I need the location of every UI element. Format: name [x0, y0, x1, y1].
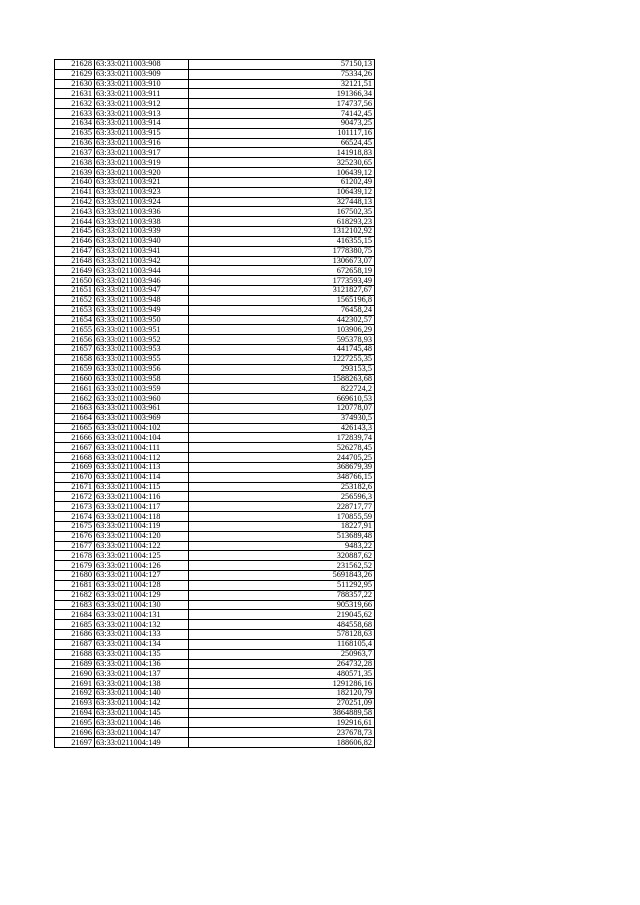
- cadastral-number-cell: 63:33:0211003:920: [95, 168, 189, 178]
- cadastral-number-cell: 63:33:0211004:130: [95, 600, 189, 610]
- value-cell: 170855,59: [189, 512, 375, 522]
- value-cell: 57150,13: [189, 60, 375, 70]
- table-row: [55, 403, 375, 413]
- cadastral-number-cell: 63:33:0211004:117: [95, 502, 189, 512]
- row-number-cell: 21687: [55, 639, 95, 649]
- cadastral-number-cell: 63:33:0211004:136: [95, 659, 189, 669]
- cadastral-number-cell: 63:33:0211004:133: [95, 630, 189, 640]
- value-cell: 293153,5: [189, 364, 375, 374]
- cadastral-number-cell: 63:33:0211004:147: [95, 728, 189, 738]
- table-row: [55, 462, 375, 472]
- value-cell: 822724,2: [189, 384, 375, 394]
- row-number-cell: 21675: [55, 521, 95, 531]
- value-cell: 526278,45: [189, 443, 375, 453]
- table-row: [55, 521, 375, 531]
- table-row: [55, 571, 375, 581]
- cadastral-number-cell: 63:33:0211003:911: [95, 89, 189, 99]
- row-number-cell: 21630: [55, 79, 95, 89]
- cadastral-number-cell: 63:33:0211003:958: [95, 374, 189, 384]
- table-row: [55, 138, 375, 148]
- cadastral-number-cell: 63:33:0211004:116: [95, 492, 189, 502]
- row-number-cell: 21692: [55, 689, 95, 699]
- table-row: [55, 689, 375, 699]
- cadastral-number-cell: 63:33:0211003:912: [95, 99, 189, 109]
- cadastral-number-cell: 63:33:0211004:131: [95, 610, 189, 620]
- value-cell: 32121,51: [189, 79, 375, 89]
- value-cell: 618293,23: [189, 217, 375, 227]
- row-number-cell: 21670: [55, 472, 95, 482]
- table-row: [55, 512, 375, 522]
- table-row: [55, 325, 375, 335]
- cadastral-number-cell: 63:33:0211004:114: [95, 472, 189, 482]
- value-cell: 174737,56: [189, 99, 375, 109]
- row-number-cell: 21673: [55, 502, 95, 512]
- row-number-cell: 21695: [55, 718, 95, 728]
- table-row: [55, 580, 375, 590]
- cadastral-number-cell: 63:33:0211003:939: [95, 227, 189, 237]
- table-row: [55, 187, 375, 197]
- value-cell: 191366,34: [189, 89, 375, 99]
- table-row: [55, 79, 375, 89]
- row-number-cell: 21678: [55, 551, 95, 561]
- table-row: [55, 128, 375, 138]
- value-cell: 250963,7: [189, 649, 375, 659]
- row-number-cell: 21693: [55, 698, 95, 708]
- row-number-cell: 21658: [55, 354, 95, 364]
- table-row: [55, 630, 375, 640]
- row-number-cell: 21647: [55, 246, 95, 256]
- row-number-cell: 21691: [55, 679, 95, 689]
- row-number-cell: 21667: [55, 443, 95, 453]
- value-cell: 368679,39: [189, 462, 375, 472]
- cadastral-number-cell: 63:33:0211003:950: [95, 315, 189, 325]
- table-row: [55, 236, 375, 246]
- table-row: [55, 472, 375, 482]
- table-row: [55, 207, 375, 217]
- row-number-cell: 21654: [55, 315, 95, 325]
- value-cell: 61202,49: [189, 177, 375, 187]
- row-number-cell: 21672: [55, 492, 95, 502]
- row-number-cell: 21651: [55, 286, 95, 296]
- cadastral-number-cell: 63:33:0211003:953: [95, 345, 189, 355]
- value-cell: 511292,95: [189, 580, 375, 590]
- table-row: [55, 443, 375, 453]
- value-cell: 1778380,75: [189, 246, 375, 256]
- table-row: [55, 649, 375, 659]
- cadastral-number-cell: 63:33:0211004:115: [95, 482, 189, 492]
- value-cell: 788357,22: [189, 590, 375, 600]
- cadastral-number-cell: 63:33:0211003:951: [95, 325, 189, 335]
- value-cell: 231562,52: [189, 561, 375, 571]
- table-row: [55, 148, 375, 158]
- cadastral-number-cell: 63:33:0211003:940: [95, 236, 189, 246]
- value-cell: 3864889,58: [189, 708, 375, 718]
- table-row: [55, 335, 375, 345]
- value-cell: 905319,66: [189, 600, 375, 610]
- value-cell: 1227255,35: [189, 354, 375, 364]
- table-row: [55, 109, 375, 119]
- row-number-cell: 21637: [55, 148, 95, 158]
- table-row: [55, 384, 375, 394]
- cadastral-number-cell: 63:33:0211003:913: [95, 109, 189, 119]
- row-number-cell: 21669: [55, 462, 95, 472]
- row-number-cell: 21676: [55, 531, 95, 541]
- value-cell: 1306673,07: [189, 256, 375, 266]
- row-number-cell: 21653: [55, 305, 95, 315]
- cadastral-number-cell: 63:33:0211004:122: [95, 541, 189, 551]
- cadastral-number-cell: 63:33:0211004:113: [95, 462, 189, 472]
- cadastral-number-cell: 63:33:0211004:145: [95, 708, 189, 718]
- value-cell: 480571,35: [189, 669, 375, 679]
- table-row: [55, 295, 375, 305]
- cadastral-number-cell: 63:33:0211003:916: [95, 138, 189, 148]
- cadastral-number-cell: 63:33:0211003:942: [95, 256, 189, 266]
- row-number-cell: 21650: [55, 276, 95, 286]
- value-cell: 416355,15: [189, 236, 375, 246]
- value-cell: 374930,5: [189, 413, 375, 423]
- row-number-cell: 21664: [55, 413, 95, 423]
- value-cell: 595378,93: [189, 335, 375, 345]
- cadastral-value-table: [54, 59, 375, 748]
- cadastral-number-cell: 63:33:0211004:137: [95, 669, 189, 679]
- cadastral-number-cell: 63:33:0211003:956: [95, 364, 189, 374]
- table-row: [55, 345, 375, 355]
- row-number-cell: 21659: [55, 364, 95, 374]
- cadastral-number-cell: 63:33:0211003:959: [95, 384, 189, 394]
- value-cell: 1168105,4: [189, 639, 375, 649]
- row-number-cell: 21686: [55, 630, 95, 640]
- row-number-cell: 21684: [55, 610, 95, 620]
- row-number-cell: 21657: [55, 345, 95, 355]
- value-cell: 426143,3: [189, 423, 375, 433]
- row-number-cell: 21649: [55, 266, 95, 276]
- cadastral-number-cell: 63:33:0211003:908: [95, 60, 189, 70]
- table-row: [55, 708, 375, 718]
- value-cell: 228717,77: [189, 502, 375, 512]
- table-row: [55, 99, 375, 109]
- cadastral-number-cell: 63:33:0211003:936: [95, 207, 189, 217]
- table-row: [55, 551, 375, 561]
- value-cell: 1588263,68: [189, 374, 375, 384]
- cadastral-number-cell: 63:33:0211004:134: [95, 639, 189, 649]
- table-row: [55, 531, 375, 541]
- value-cell: 106439,12: [189, 187, 375, 197]
- cadastral-number-cell: 63:33:0211004:118: [95, 512, 189, 522]
- table-row: [55, 620, 375, 630]
- table-row: [55, 492, 375, 502]
- value-cell: 74142,45: [189, 109, 375, 119]
- row-number-cell: 21640: [55, 177, 95, 187]
- value-cell: 484558,68: [189, 620, 375, 630]
- row-number-cell: 21679: [55, 561, 95, 571]
- row-number-cell: 21634: [55, 118, 95, 128]
- row-number-cell: 21652: [55, 295, 95, 305]
- table-row: [55, 168, 375, 178]
- row-number-cell: 21641: [55, 187, 95, 197]
- cadastral-number-cell: 63:33:0211003:910: [95, 79, 189, 89]
- row-number-cell: 21668: [55, 453, 95, 463]
- table-row: [55, 738, 375, 748]
- value-cell: 18227,91: [189, 521, 375, 531]
- value-cell: 167502,35: [189, 207, 375, 217]
- value-cell: 327448,13: [189, 197, 375, 207]
- value-cell: 1773593,49: [189, 276, 375, 286]
- cadastral-number-cell: 63:33:0211004:112: [95, 453, 189, 463]
- table-row: [55, 728, 375, 738]
- cadastral-number-cell: 63:33:0211004:127: [95, 571, 189, 581]
- cadastral-number-cell: 63:33:0211003:960: [95, 394, 189, 404]
- table-row: [55, 482, 375, 492]
- value-cell: 1312102,92: [189, 227, 375, 237]
- value-cell: 219045,62: [189, 610, 375, 620]
- cadastral-number-cell: 63:33:0211004:129: [95, 590, 189, 600]
- value-cell: 578128,63: [189, 630, 375, 640]
- value-cell: 442302,57: [189, 315, 375, 325]
- table-row: [55, 698, 375, 708]
- cadastral-number-cell: 63:33:0211004:125: [95, 551, 189, 561]
- row-number-cell: 21642: [55, 197, 95, 207]
- cadastral-number-cell: 63:33:0211003:909: [95, 69, 189, 79]
- cadastral-number-cell: 63:33:0211004:135: [95, 649, 189, 659]
- value-cell: 75334,26: [189, 69, 375, 79]
- value-cell: 188606,82: [189, 738, 375, 748]
- row-number-cell: 21638: [55, 158, 95, 168]
- row-number-cell: 21674: [55, 512, 95, 522]
- cadastral-number-cell: 63:33:0211004:119: [95, 521, 189, 531]
- cadastral-number-cell: 63:33:0211004:104: [95, 433, 189, 443]
- row-number-cell: 21689: [55, 659, 95, 669]
- value-cell: 669610,53: [189, 394, 375, 404]
- cadastral-number-cell: 63:33:0211003:914: [95, 118, 189, 128]
- table-row: [55, 60, 375, 70]
- value-cell: 320887,62: [189, 551, 375, 561]
- row-number-cell: 21632: [55, 99, 95, 109]
- table-row: [55, 561, 375, 571]
- cadastral-number-cell: 63:33:0211003:946: [95, 276, 189, 286]
- value-cell: 66524,45: [189, 138, 375, 148]
- table-row: [55, 354, 375, 364]
- row-number-cell: 21661: [55, 384, 95, 394]
- value-cell: 90473,25: [189, 118, 375, 128]
- value-cell: 172839,74: [189, 433, 375, 443]
- value-cell: 120778,07: [189, 403, 375, 413]
- value-cell: 237678,73: [189, 728, 375, 738]
- row-number-cell: 21655: [55, 325, 95, 335]
- value-cell: 3121827,67: [189, 286, 375, 296]
- row-number-cell: 21663: [55, 403, 95, 413]
- value-cell: 103906,29: [189, 325, 375, 335]
- table-row: [55, 286, 375, 296]
- row-number-cell: 21628: [55, 60, 95, 70]
- value-cell: 253182,6: [189, 482, 375, 492]
- row-number-cell: 21635: [55, 128, 95, 138]
- value-cell: 76458,24: [189, 305, 375, 315]
- value-cell: 264732,28: [189, 659, 375, 669]
- row-number-cell: 21694: [55, 708, 95, 718]
- cadastral-number-cell: 63:33:0211004:132: [95, 620, 189, 630]
- cadastral-number-cell: 63:33:0211004:149: [95, 738, 189, 748]
- table-row: [55, 197, 375, 207]
- table-row: [55, 413, 375, 423]
- row-number-cell: 21681: [55, 580, 95, 590]
- value-cell: 1565196,8: [189, 295, 375, 305]
- row-number-cell: 21685: [55, 620, 95, 630]
- value-cell: 513689,48: [189, 531, 375, 541]
- cadastral-number-cell: 63:33:0211004:102: [95, 423, 189, 433]
- table-row: [55, 364, 375, 374]
- table-row: [55, 423, 375, 433]
- cadastral-number-cell: 63:33:0211004:138: [95, 679, 189, 689]
- value-cell: 192916,61: [189, 718, 375, 728]
- cadastral-number-cell: 63:33:0211004:140: [95, 689, 189, 699]
- row-number-cell: 21646: [55, 236, 95, 246]
- cadastral-number-cell: 63:33:0211004:120: [95, 531, 189, 541]
- value-cell: 325230,65: [189, 158, 375, 168]
- table-row: [55, 433, 375, 443]
- row-number-cell: 21690: [55, 669, 95, 679]
- table-body: [55, 60, 375, 748]
- row-number-cell: 21644: [55, 217, 95, 227]
- table-row: [55, 266, 375, 276]
- cadastral-number-cell: 63:33:0211004:128: [95, 580, 189, 590]
- table-row: [55, 315, 375, 325]
- table-row: [55, 158, 375, 168]
- row-number-cell: 21633: [55, 109, 95, 119]
- cadastral-number-cell: 63:33:0211003:947: [95, 286, 189, 296]
- row-number-cell: 21666: [55, 433, 95, 443]
- table-row: [55, 639, 375, 649]
- cadastral-number-cell: 63:33:0211003:948: [95, 295, 189, 305]
- row-number-cell: 21648: [55, 256, 95, 266]
- row-number-cell: 21662: [55, 394, 95, 404]
- cadastral-number-cell: 63:33:0211003:919: [95, 158, 189, 168]
- value-cell: 5691843,26: [189, 571, 375, 581]
- table-row: [55, 659, 375, 669]
- row-number-cell: 21660: [55, 374, 95, 384]
- cadastral-number-cell: 63:33:0211003:952: [95, 335, 189, 345]
- value-cell: 9483,22: [189, 541, 375, 551]
- value-cell: 256596,3: [189, 492, 375, 502]
- cadastral-number-cell: 63:33:0211003:924: [95, 197, 189, 207]
- value-cell: 182120,79: [189, 689, 375, 699]
- table-row: [55, 305, 375, 315]
- cadastral-number-cell: 63:33:0211003:941: [95, 246, 189, 256]
- value-cell: 244705,25: [189, 453, 375, 463]
- table-row: [55, 374, 375, 384]
- cadastral-number-cell: 63:33:0211004:126: [95, 561, 189, 571]
- cadastral-number-cell: 63:33:0211003:969: [95, 413, 189, 423]
- row-number-cell: 21665: [55, 423, 95, 433]
- row-number-cell: 21636: [55, 138, 95, 148]
- value-cell: 441745,48: [189, 345, 375, 355]
- table-row: [55, 227, 375, 237]
- row-number-cell: 21645: [55, 227, 95, 237]
- row-number-cell: 21688: [55, 649, 95, 659]
- table-row: [55, 502, 375, 512]
- table-row: [55, 256, 375, 266]
- value-cell: 1291286,16: [189, 679, 375, 689]
- cadastral-number-cell: 63:33:0211004:146: [95, 718, 189, 728]
- table-row: [55, 590, 375, 600]
- table-row: [55, 679, 375, 689]
- cadastral-number-cell: 63:33:0211003:961: [95, 403, 189, 413]
- value-cell: 141918,83: [189, 148, 375, 158]
- table-row: [55, 276, 375, 286]
- value-cell: 270251,09: [189, 698, 375, 708]
- table-row: [55, 600, 375, 610]
- table-row: [55, 89, 375, 99]
- cadastral-number-cell: 63:33:0211004:142: [95, 698, 189, 708]
- row-number-cell: 21639: [55, 168, 95, 178]
- table-row: [55, 669, 375, 679]
- table-row: [55, 118, 375, 128]
- row-number-cell: 21696: [55, 728, 95, 738]
- value-cell: 101117,16: [189, 128, 375, 138]
- row-number-cell: 21671: [55, 482, 95, 492]
- row-number-cell: 21629: [55, 69, 95, 79]
- cadastral-number-cell: 63:33:0211003:949: [95, 305, 189, 315]
- row-number-cell: 21677: [55, 541, 95, 551]
- table-row: [55, 718, 375, 728]
- cadastral-number-cell: 63:33:0211003:938: [95, 217, 189, 227]
- row-number-cell: 21683: [55, 600, 95, 610]
- cadastral-number-cell: 63:33:0211003:921: [95, 177, 189, 187]
- row-number-cell: 21697: [55, 738, 95, 748]
- table-row: [55, 246, 375, 256]
- cadastral-number-cell: 63:33:0211004:111: [95, 443, 189, 453]
- row-number-cell: 21631: [55, 89, 95, 99]
- table-row: [55, 453, 375, 463]
- table-row: [55, 217, 375, 227]
- table-row: [55, 610, 375, 620]
- value-cell: 348766,15: [189, 472, 375, 482]
- row-number-cell: 21643: [55, 207, 95, 217]
- cadastral-number-cell: 63:33:0211003:915: [95, 128, 189, 138]
- row-number-cell: 21680: [55, 571, 95, 581]
- cadastral-number-cell: 63:33:0211003:955: [95, 354, 189, 364]
- row-number-cell: 21682: [55, 590, 95, 600]
- cadastral-number-cell: 63:33:0211003:917: [95, 148, 189, 158]
- value-cell: 672658,19: [189, 266, 375, 276]
- table-row: [55, 177, 375, 187]
- row-number-cell: 21656: [55, 335, 95, 345]
- table-row: [55, 394, 375, 404]
- cadastral-number-cell: 63:33:0211003:923: [95, 187, 189, 197]
- value-cell: 106439,12: [189, 168, 375, 178]
- cadastral-number-cell: 63:33:0211003:944: [95, 266, 189, 276]
- table-row: [55, 69, 375, 79]
- table-row: [55, 541, 375, 551]
